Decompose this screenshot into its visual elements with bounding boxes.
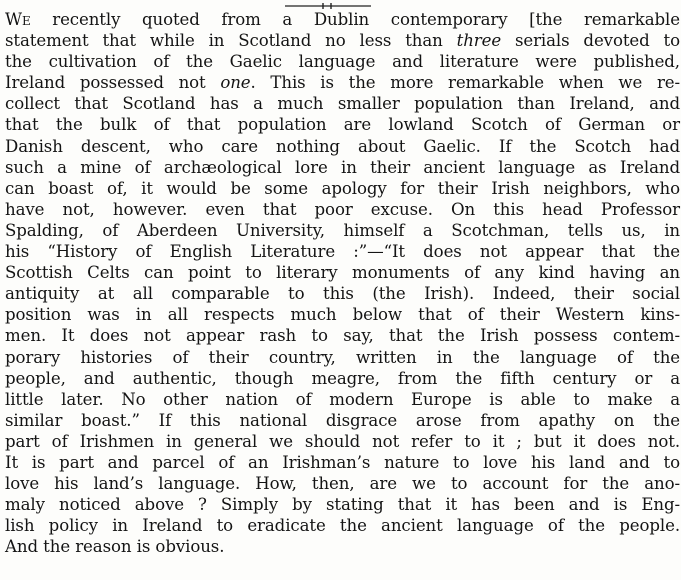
article-body xyxy=(5,9,680,557)
italic-emphasis: one xyxy=(220,73,251,93)
line-text: the cultivation of the Gaelic language and literature were published, xyxy=(5,52,680,72)
line-text: similar boast.” If this national disgrace arose from apathy on the xyxy=(5,410,680,430)
article-line xyxy=(5,494,680,515)
line-text: collect that Scotland has a much smaller population than Ireland, and xyxy=(5,94,680,114)
line-text: little later. No other nation of modern Europe is able to make a xyxy=(5,389,680,409)
line-text: Danish descent, who care nothing about Gaelic. If the Scotch had xyxy=(5,136,680,156)
article-line xyxy=(5,389,680,410)
article-line xyxy=(5,347,680,368)
line-text: have not, however. even that poor excuse. On this head Professor xyxy=(5,199,680,219)
article-line xyxy=(5,199,680,220)
line-text: porary histories of their country, written in the language of the xyxy=(5,347,680,367)
article-line xyxy=(5,241,680,262)
line-text: recently quoted from a Dublin contemporary [the remarkable xyxy=(30,10,680,29)
article-line xyxy=(5,368,680,389)
line-text: love his land’s language. How, then, are we to account for the ano- xyxy=(5,474,680,494)
article-line xyxy=(5,51,680,72)
article-line xyxy=(5,283,680,304)
opening-word: We xyxy=(5,10,31,29)
article-line xyxy=(5,72,680,93)
line-text: men. It does not appear rash to say, that the Irish possess contem- xyxy=(5,326,680,346)
line-text: antiquity at all comparable to this (the Irish). Indeed, their social xyxy=(5,284,680,304)
article-line xyxy=(5,410,680,431)
line-text: can boast of, it would be some apology for their Irish neighbors, who xyxy=(5,178,680,198)
line-text: Spalding, of Aberdeen University, himself a Scotchman, tells us, in xyxy=(5,220,680,240)
article-line xyxy=(5,114,680,135)
article-line xyxy=(5,157,680,178)
article-line xyxy=(5,220,680,241)
article-line xyxy=(5,30,680,51)
article-line xyxy=(5,452,680,473)
article-line xyxy=(5,262,680,283)
line-text: It is part and parcel of an Irishman’s nature to love his land and to xyxy=(5,452,680,472)
line-text: that the bulk of that population are lowland Scotch of German or xyxy=(5,115,680,135)
line-text: such a mine of archæological lore in their ancient language as Ireland xyxy=(5,157,680,177)
line-text: lish policy in Ireland to eradicate the ancient language of the people. xyxy=(5,516,680,536)
line-text: part of Irishmen in general we should not refer to it ; but it does not. xyxy=(5,431,680,451)
line-text: serials devoted to xyxy=(501,31,680,51)
line-text: Ireland possessed not xyxy=(5,73,221,93)
line-text: position was in all respects much below that of their Western kins- xyxy=(5,305,680,325)
article-line xyxy=(5,9,680,30)
article-line xyxy=(5,178,680,199)
article-line xyxy=(5,515,680,536)
article-line xyxy=(5,136,680,157)
article-line xyxy=(5,431,680,452)
line-text: statement that while in Scotland no less than xyxy=(5,31,457,51)
italic-emphasis: three xyxy=(456,31,502,51)
line-text: maly noticed above ? Simply by stating that it has been and is Eng- xyxy=(5,495,680,515)
article-line xyxy=(5,304,680,325)
article-line xyxy=(5,536,680,557)
line-text: his “History of English Literature :”—“It does not appear that the xyxy=(5,242,680,262)
line-text: people, and authentic, though meagre, from the fifth century or a xyxy=(5,368,680,388)
article-line xyxy=(5,93,680,114)
line-text: Scottish Celts can point to literary monuments of any kind having an xyxy=(5,263,680,283)
line-text: . This is the more remarkable when we re- xyxy=(250,73,680,93)
article-line xyxy=(5,325,680,346)
line-text: And the reason is obvious. xyxy=(5,537,225,557)
article-line xyxy=(5,473,680,494)
